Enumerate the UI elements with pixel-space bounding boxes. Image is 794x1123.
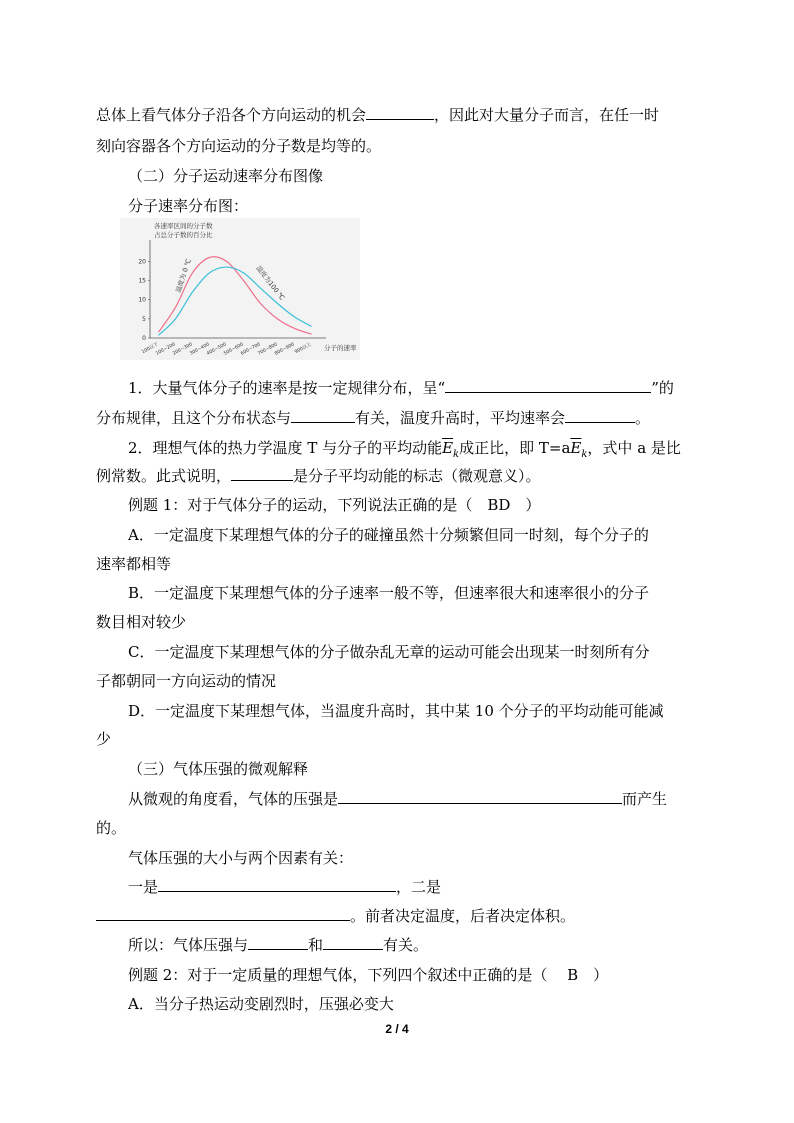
text-line: 刻向容器各个方向运动的分子数是均等的。 [96, 137, 382, 155]
x-tick-label: 900以上 [294, 342, 313, 356]
data-point [158, 332, 159, 333]
text-line: 分布规律，且这个分布状态与 有关，温度升高时，平均速率会 。 [96, 409, 651, 427]
section-heading: （三）气体压强的微观解释 [128, 760, 309, 778]
text-line: 2．理想气体的热力学温度 T 与分子的平均动能$\overline{E}_k$成正比，即 $T=a\overline{E}_k$，式中 a 是比 [128, 439, 681, 460]
text-line: 。前者决定温度，后者决定体积。 [96, 906, 575, 926]
data-point [209, 257, 210, 258]
x-tick-label: 500~600 [223, 342, 245, 357]
example-question: 例题 2：对于一定质量的理想气体，下列四个叙述中正确的是（ B ） [128, 966, 609, 984]
section-heading: （二）分子运动速率分布图像 [128, 167, 324, 185]
data-point [226, 261, 227, 262]
text-line: 例常数。此式说明， 是分子平均动能的标志（微观意义）。 [96, 467, 541, 485]
answer-blank[interactable] [291, 408, 355, 423]
option-c-cont: 子都朝同一方向运动的情况 [96, 672, 277, 690]
text-line: 1．大量气体分子的速率是按一定规律分布，呈“ ”的 [128, 379, 674, 397]
answer-blank[interactable] [248, 935, 308, 950]
page-number: 2 / 4 [385, 1022, 409, 1036]
data-point [226, 266, 227, 267]
x-tick-label: 600~700 [240, 342, 262, 357]
answer-blank[interactable] [96, 906, 350, 921]
answer-blank[interactable] [231, 466, 293, 481]
example-question: 例题 1：对于气体分子的运动，下列说法正确的是（ BD ） [128, 496, 541, 514]
data-point [158, 335, 159, 336]
y-tick-label: 10 [138, 296, 146, 304]
answer-blank[interactable] [338, 789, 622, 804]
y-axis-label: 占总分子数的百分比 [154, 231, 213, 239]
option-d: D．一定温度下某理想气体，当温度升高时，其中某 10 个分子的平均动能可能减 [128, 702, 664, 720]
x-tick-label: 700~800 [257, 342, 279, 357]
y-tick-label: 20 [138, 258, 146, 266]
answer-blank[interactable] [323, 935, 383, 950]
option-d-cont: 少 [96, 730, 112, 748]
data-point [175, 307, 176, 308]
data-point [260, 303, 261, 304]
data-point [294, 316, 295, 317]
option-b: B．一定温度下某理想气体的分子速率一般不等，但速率很大和速率很小的分子 [128, 584, 650, 602]
data-point [192, 291, 193, 292]
data-point [294, 328, 295, 329]
text-line: 总体上看气体分子沿各个方向运动的机会 ，因此对大量分子而言，在任一时 [96, 106, 660, 124]
answer-blank[interactable] [158, 877, 396, 892]
data-point [311, 334, 312, 335]
data-point [209, 272, 210, 273]
data-point [243, 280, 244, 281]
x-tick-label: 800~900 [274, 342, 296, 357]
text-line: 一是 ，二是 [128, 878, 442, 896]
speed-distribution-chart [120, 218, 360, 360]
data-point [277, 303, 278, 304]
data-point [277, 318, 278, 319]
x-tick-label: 400~500 [206, 342, 228, 357]
series-label-0: 温度为 0 ℃ [174, 257, 193, 294]
answer-blank[interactable] [366, 105, 434, 120]
y-tick-label: 5 [142, 315, 146, 323]
x-tick-label: 300~400 [189, 342, 211, 357]
x-tick-label: 200~300 [172, 342, 194, 357]
data-point [243, 272, 244, 273]
answer-blank[interactable] [445, 378, 651, 393]
data-point [192, 272, 193, 273]
chart-background [120, 218, 360, 360]
series-label-1: 温度为100 ℃ [254, 264, 287, 302]
data-point [260, 288, 261, 289]
text-line: 从微观的角度看，气体的压强是 而产生 [128, 790, 668, 808]
data-point [311, 326, 312, 327]
option-a-cont: 速率都相等 [96, 555, 172, 573]
x-tick-label: 100~200 [155, 342, 177, 357]
option-a: A．一定温度下某理想气体的分子的碰撞虽然十分频繁但同一时刻，每个分子的 [128, 526, 649, 544]
x-tick-label: 100以下 [141, 342, 160, 356]
option-b-cont: 数目相对较少 [96, 613, 187, 631]
y-tick-label: 15 [138, 277, 146, 285]
answer-blank[interactable] [565, 408, 635, 423]
text-line: 所以：气体压强与 和 有关。 [128, 936, 429, 954]
y-axis-label: 各速率区间的分子数 [154, 222, 213, 230]
data-point [175, 318, 176, 319]
option-a: A．当分子热运动变剧烈时，压强必变大 [128, 995, 394, 1013]
option-c: C．一定温度下某理想气体的分子做杂乱无章的运动可能会出现某一时刻所有分 [128, 643, 650, 661]
text-line: 气体压强的大小与两个因素有关： [128, 849, 354, 867]
text-line: 的。 [96, 819, 127, 837]
y-tick-label: 0 [142, 335, 146, 342]
x-axis-label: 分子的速率 [324, 344, 357, 352]
figure-caption: 分子速率分布图： [128, 197, 249, 215]
